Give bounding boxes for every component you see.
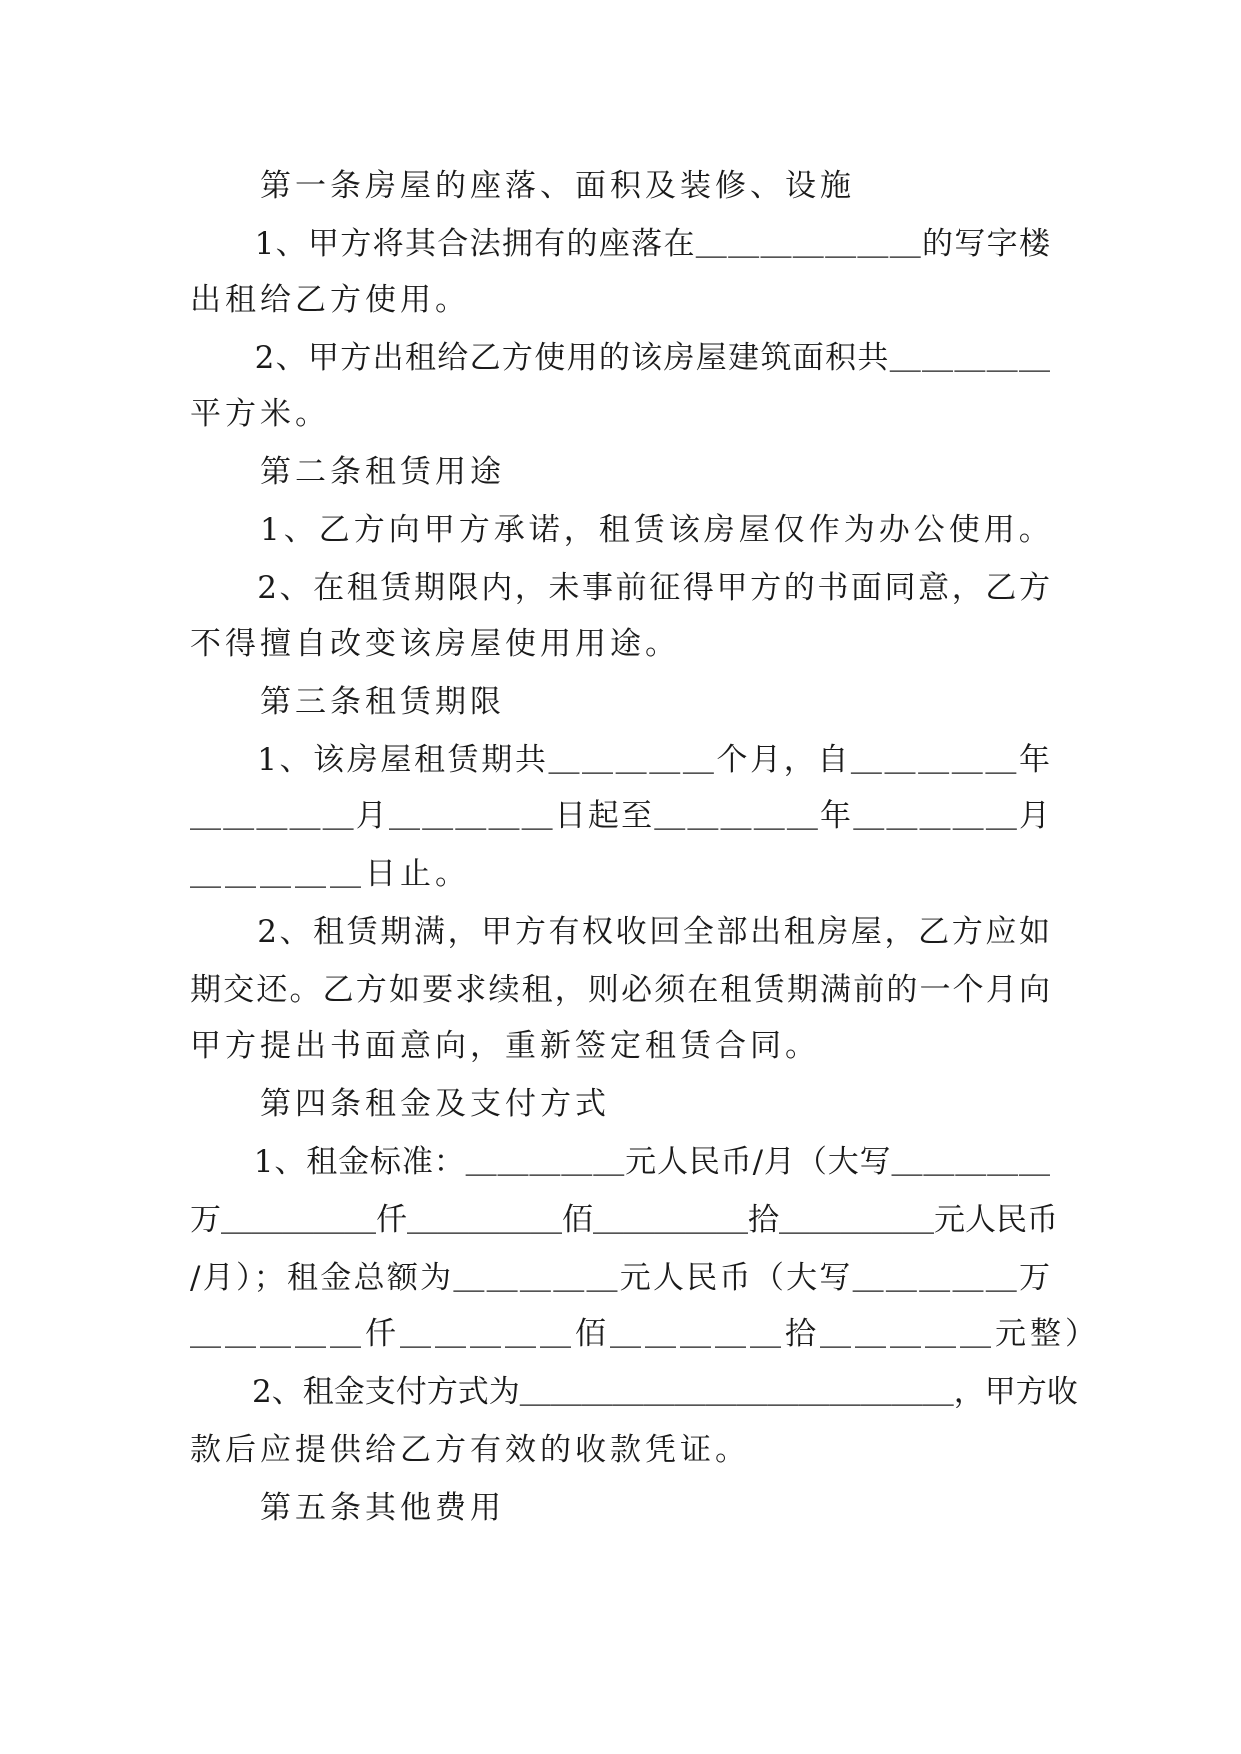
article-1-heading: 第一条房屋的座落、面积及装修、设施 xyxy=(190,168,855,204)
article-2-clause-1: 1、乙方向甲方承诺，租赁该房屋仅作为办公使用。 xyxy=(190,512,1054,548)
article-3-clause-2-line-2: 期交还。乙方如要求续租，则必须在租赁期满前的一个月向 xyxy=(190,972,1050,1008)
article-4-heading: 第四条租金及支付方式 xyxy=(190,1086,610,1122)
article-1-clause-2-line-2: 平方米。 xyxy=(190,396,330,432)
article-3-clause-2-line-3: 甲方提出书面意向，重新签定租赁合同。 xyxy=(190,1028,820,1064)
article-4-clause-1-line-4: ＿＿＿＿＿仟＿＿＿＿＿佰＿＿＿＿＿拾＿＿＿＿＿元整） xyxy=(190,1316,1100,1352)
article-5-heading: 第五条其他费用 xyxy=(190,1490,505,1526)
article-2-heading: 第二条租赁用途 xyxy=(190,454,505,490)
article-3-clause-1-line-3: ＿＿＿＿＿日止。 xyxy=(190,856,470,892)
article-4-clause-2-line-1: 2、租金支付方式为＿＿＿＿＿＿＿＿＿＿＿＿＿＿，甲方收 xyxy=(190,1374,1078,1410)
article-3-clause-2-line-1: 2、租赁期满，甲方有权收回全部出租房屋，乙方应如 xyxy=(190,914,1050,950)
article-2-clause-2-line-1: 2、在租赁期限内，未事前征得甲方的书面同意，乙方 xyxy=(190,570,1050,606)
article-1-clause-1-line-1: 1、甲方将其合法拥有的座落在＿＿＿＿＿＿＿的写字楼 xyxy=(190,226,1050,262)
article-1-clause-1-line-2: 出租给乙方使用。 xyxy=(190,282,470,318)
article-4-clause-1-line-3: /月）；租金总额为＿＿＿＿＿元人民币（大写＿＿＿＿＿万 xyxy=(190,1260,1050,1296)
article-4-clause-1-line-1: 1、租金标准：＿＿＿＿＿元人民币/月（大写＿＿＿＿＿ xyxy=(190,1144,1050,1180)
article-3-heading: 第三条租赁期限 xyxy=(190,684,505,720)
article-4-clause-1-line-2: 万＿＿＿＿＿仟＿＿＿＿＿佰＿＿＿＿＿拾＿＿＿＿＿元人民币 xyxy=(190,1202,1058,1238)
article-3-clause-1-line-2: ＿＿＿＿＿月＿＿＿＿＿日起至＿＿＿＿＿年＿＿＿＿＿月 xyxy=(190,798,1050,834)
article-1-clause-2-line-1: 2、甲方出租给乙方使用的该房屋建筑面积共＿＿＿＿＿ xyxy=(190,340,1050,376)
article-2-clause-2-line-2: 不得擅自改变该房屋使用用途。 xyxy=(190,626,680,662)
article-3-clause-1-line-1: 1、该房屋租赁期共＿＿＿＿＿个月，自＿＿＿＿＿年 xyxy=(190,742,1050,778)
article-4-clause-2-line-2: 款后应提供给乙方有效的收款凭证。 xyxy=(190,1432,750,1468)
